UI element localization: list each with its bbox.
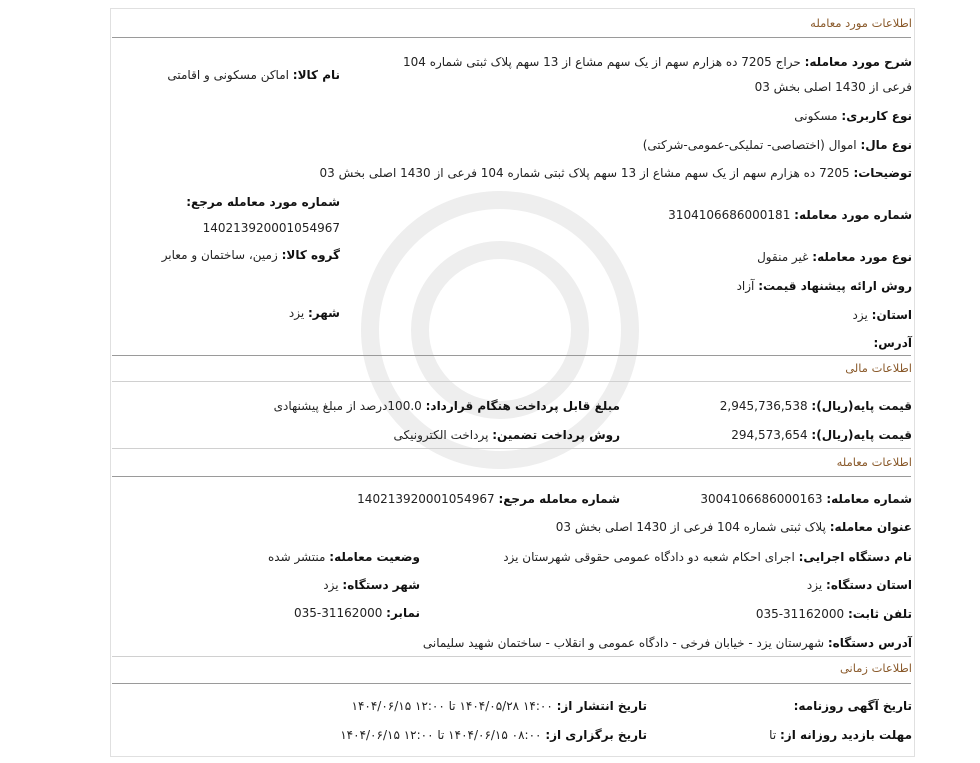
base-price-2-value: 294,573,654 xyxy=(731,428,808,442)
transaction-number-label: شماره معامله: xyxy=(826,492,912,506)
property-type-value: اموال (اختصاصی- تملیکی-عمومی-شرکتی) xyxy=(642,138,857,152)
goods-group xyxy=(162,247,340,263)
divider xyxy=(112,476,911,477)
notes xyxy=(320,165,912,181)
fax-value: 035-31162000 xyxy=(294,606,383,620)
transaction-number xyxy=(700,491,912,507)
organization xyxy=(503,549,912,565)
deal-number-label: شماره مورد معامله: xyxy=(794,208,912,222)
divider xyxy=(112,656,911,657)
deal-description-value-line2: فرعی از 1430 اصلی بخش 03 xyxy=(754,80,912,94)
transaction-title-label: عنوان معامله: xyxy=(829,520,912,534)
deal-type-value: غیر منقول xyxy=(757,250,809,264)
section-header-deal-info: اطلاعات مورد معامله xyxy=(810,16,912,30)
deal-number xyxy=(668,207,912,223)
organization-value: اجرای احکام شعبه دو دادگاه عمومی حقوقی شهرستان یزد xyxy=(503,550,795,564)
city xyxy=(289,305,340,321)
deal-description-label: شرح مورد معامله: xyxy=(804,55,912,69)
guarantee-method xyxy=(394,427,620,443)
guarantee-label: روش پرداخت تضمین: xyxy=(492,428,620,442)
province-value: یزد xyxy=(852,308,868,322)
ref-number-label-row xyxy=(186,194,340,210)
guarantee-value: پرداخت الکترونیکی xyxy=(393,428,489,442)
phone-label: تلفن ثابت: xyxy=(847,607,912,621)
address-label: آدرس: xyxy=(873,336,912,350)
base-price-value: 2,945,736,538 xyxy=(719,399,808,413)
visit-deadline xyxy=(769,727,912,743)
org-city-label: شهر دستگاه: xyxy=(342,578,420,592)
visit-deadline-value: تا xyxy=(769,728,777,742)
base-price-2 xyxy=(731,427,912,443)
payable-value: 100.0درصد از مبلغ پیشنهادی xyxy=(273,399,422,413)
org-city xyxy=(323,577,420,593)
divider xyxy=(112,381,911,382)
divider xyxy=(112,448,911,449)
publish-date-value: ۱۴:۰۰ ۱۴۰۴/۰۵/۲۸ تا ۱۲:۰۰ ۱۴۰۴/۰۶/۱۵ xyxy=(351,699,553,713)
offer-method-label: روش ارائه پیشنهاد قیمت: xyxy=(758,279,912,293)
transaction-status-value: منتشر شده xyxy=(267,550,326,564)
ref-number-label: شماره مورد معامله مرجع: xyxy=(186,195,340,209)
divider xyxy=(112,355,911,356)
payable-amount xyxy=(274,398,620,414)
publish-date-label: تاریخ انتشار از: xyxy=(556,699,647,713)
base-price-2-label: قیمت پایه(ریال): xyxy=(811,428,912,442)
holding-date xyxy=(340,727,647,743)
offer-method-value: آزاد xyxy=(736,279,755,293)
section-header-financial: اطلاعات مالی xyxy=(845,361,912,375)
deal-description xyxy=(403,54,912,70)
offer-method xyxy=(737,278,912,294)
usage-value: مسکونی xyxy=(794,109,838,123)
org-province xyxy=(807,577,912,593)
org-address-value: شهرستان یزد - خیابان فرخی - دادگاه عمومی و انقلاب - ساختمان شهید سلیمانی xyxy=(422,636,825,650)
org-province-value: یزد xyxy=(806,578,823,592)
deal-type-label: نوع مورد معامله: xyxy=(812,250,912,264)
goods-group-label: گروه کالا: xyxy=(281,248,340,262)
base-price-label: قیمت پایه(ریال): xyxy=(811,399,912,413)
ref-number-value: 14021392000105496‎7 xyxy=(202,221,340,235)
org-address xyxy=(423,635,912,651)
divider xyxy=(112,37,911,38)
organization-label: نام دستگاه اجرایی: xyxy=(798,550,912,564)
city-value: یزد xyxy=(288,306,305,320)
address xyxy=(873,335,912,351)
fax xyxy=(294,605,420,621)
section-header-timing: اطلاعات زمانی xyxy=(839,661,912,675)
transaction-number-value: 3004106686000163 xyxy=(700,492,823,506)
org-city-value: یزد xyxy=(323,578,339,592)
holding-date-label: تاریخ برگزاری از: xyxy=(545,728,647,742)
transaction-status xyxy=(268,549,420,565)
goods-name xyxy=(167,67,340,83)
divider xyxy=(112,683,911,684)
publish-date xyxy=(352,698,647,714)
fax-label: نمابر: xyxy=(386,606,420,620)
city-label: شهر: xyxy=(308,306,340,320)
base-price xyxy=(720,398,912,414)
goods-name-value: اماکن مسکونی و اقامتی xyxy=(167,68,289,82)
usage xyxy=(794,108,912,124)
transaction-status-label: وضعیت معامله: xyxy=(329,550,420,564)
notes-value: 7205 ده هزارم سهم از یک سهم مشاع از 13 سهم پلاک ثبتی شماره 104 فرعی از 1430 اصلی بخش 03 xyxy=(319,166,850,180)
transaction-ref-value: 14021392000105496‎7 xyxy=(357,492,495,506)
newspaper-date-label: تاریخ آگهی روزنامه: xyxy=(793,699,912,713)
usage-label: نوع کاربری: xyxy=(841,109,912,123)
deal-type xyxy=(757,249,912,265)
province xyxy=(853,307,913,323)
transaction-ref xyxy=(357,491,620,507)
property-type-label: نوع مال: xyxy=(860,138,912,152)
transaction-ref-label: شماره معامله مرجع: xyxy=(498,492,620,506)
goods-group-value: زمین، ساختمان و معابر xyxy=(161,248,278,262)
phone xyxy=(756,606,912,622)
phone-value: 035-31162000 xyxy=(755,607,845,621)
visit-deadline-label: مهلت بازدید روزانه از: xyxy=(780,728,912,742)
goods-name-label: نام کالا: xyxy=(292,68,340,82)
section-header-transaction: اطلاعات معامله xyxy=(836,455,912,469)
payable-label: مبلغ قابل پرداخت هنگام قرارداد: xyxy=(425,399,620,413)
deal-description-value: حراج 7205 ده هزارم سهم از یک سهم مشاع از 13 سهم پلاک ثبتی شماره 104 xyxy=(402,55,801,69)
transaction-title-value: پلاک ثبتی شماره 104 فرعی از 1430 اصلی بخش 03 xyxy=(555,520,826,534)
deal-number-value: 3104106686000181 xyxy=(668,208,791,222)
deal-description-line2 xyxy=(755,79,912,95)
ref-number-value-row xyxy=(203,220,340,236)
province-label: استان: xyxy=(871,308,912,322)
org-address-label: آدرس دستگاه: xyxy=(827,636,912,650)
newspaper-date xyxy=(794,698,912,714)
holding-date-value: ۰۸:۰۰ ۱۴۰۴/۰۶/۱۵ تا ۱۲:۰۰ ۱۴۰۴/۰۶/۱۵ xyxy=(340,728,542,742)
org-province-label: استان دستگاه: xyxy=(826,578,912,592)
property-type xyxy=(643,137,912,153)
notes-label: توضیحات: xyxy=(853,166,912,180)
transaction-title xyxy=(556,519,912,535)
